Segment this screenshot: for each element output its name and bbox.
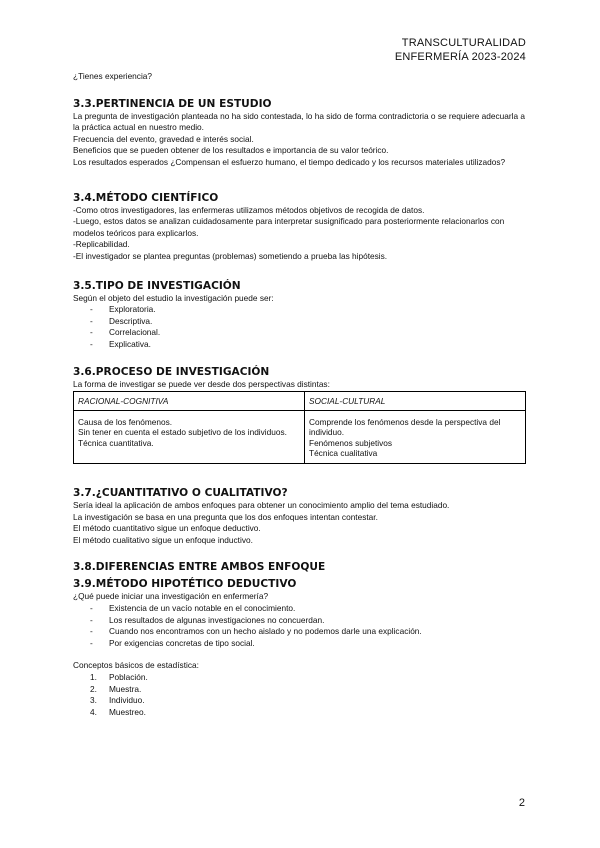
section-3-4-line: -El investigador se plantea preguntas (problemas) sometiendo a prueba las hipótesis. [73,250,388,261]
list-label: Muestra. [109,683,142,694]
statistics-concepts-title: Conceptos básicos de estadística: [73,660,199,671]
section-3-5-intro: Según el objeto del estudio la investigación puede ser: [73,292,274,303]
header-subtitle: ENFERMERÍA 2023-2024 [394,51,526,63]
list-item: - Existencia de un vacío notable en el conocimiento. [73,603,528,615]
list-item: - Descriptiva. [73,316,528,328]
cell-line: Comprende los fenómenos desde la perspectiva del individuo. [309,416,501,438]
list-number: 1. [90,672,97,682]
cell-line: Sin tener en cuenta el estado subjetivo de los individuos. [78,427,287,438]
list-number: 2. [90,683,97,694]
section-3-4-line: -Replicabilidad. [73,239,130,250]
section-3-4-line: -Como otros investigadores, las enfermeras utilizamos métodos objetivos de recogida de datos. [73,204,425,215]
list-label: Muestreo. [109,706,146,717]
table-cell-social [305,410,526,463]
table-cell-rational [74,410,305,463]
page-number: 2 [518,797,525,809]
list-number: 3. [90,695,97,706]
cell-line: Fenómenos subjetivos [309,437,393,448]
perspectives-table [73,391,526,464]
list-item [73,707,528,719]
cell-line: Causa de los fenómenos. [78,416,173,427]
page-content [73,71,528,718]
section-3-9-title: 3.9.MÉTODO HIPOTÉTICO DEDUCTIVO [73,578,297,591]
section-3-3-line: Frecuencia del evento, gravedad e interés social. [73,133,254,144]
list-item: - Por exigencias concretas de tipo social. [73,638,528,650]
cell-line: Técnica cuantitativa. [78,437,154,448]
list-item [73,695,528,707]
list-item: - Correlacional. [73,327,528,339]
section-3-3-line: La pregunta de investigación planteada no ha sido contestada, lo ha sido de forma contradictoria o se requiere adecuarla a la práctica actual en nuestro medio. [73,110,526,133]
section-3-6-intro: La forma de investigar se puede ver desde dos perspectivas distintas: [73,378,330,389]
list-number: 4. [90,706,97,717]
list-label: Individuo. [109,695,145,706]
table-header-social: SOCIAL-CULTURAL [305,392,526,411]
section-3-7-title: 3.7.¿CUANTITATIVO O CUALITATIVO? [73,487,288,500]
research-trigger-list [73,603,528,649]
statistics-concepts-list [73,672,528,718]
section-3-7-line: El método cualitativo sigue un enfoque inductivo. [73,534,253,545]
section-3-4-title: 3.4.MÉTODO CIENTÍFICO [73,191,219,204]
section-3-4-line: -Luego, estos datos se analizan cuidadosamente para interpretar susignificado para posteriormente relacionarlos con modelos teóricos para explicarlos. [73,216,505,238]
list-item: - Cuando nos encontramos con un hecho aislado y no podemos darle una explicación. [73,626,528,638]
list-label: Población. [109,672,148,682]
list-item [73,672,528,684]
list-item: - Explicativa. [73,339,528,351]
list-item [73,684,528,696]
table-header-rational: RACIONAL-COGNITIVA [74,392,305,411]
research-type-list [73,304,528,350]
section-3-3-title: 3.3.PERTINENCIA DE UN ESTUDIO [73,97,272,110]
section-3-7-line: El método cuantitativo sigue un enfoque deductivo. [73,523,261,534]
section-3-7-line: Sería ideal la aplicación de ambos enfoques para obtener un conocimiento amplio del tema estudiado. [73,500,450,511]
list-item: - Exploratoria. [73,304,528,316]
header-course: TRANSCULTURALIDAD [401,37,526,49]
intro-question: ¿Tienes experiencia? [73,71,153,81]
section-3-3-line: Beneficios que se pueden obtener de los resultados e importancia de su valor teórico. [73,145,389,156]
section-3-6-title: 3.6.PROCESO DE INVESTIGACIÓN [73,365,270,378]
section-3-9-question: ¿Qué puede iniciar una investigación en enfermería? [73,591,269,602]
section-3-7-line: La investigación se basa en una pregunta que los dos enfoques intentan contestar. [73,511,378,522]
list-item: - Los resultados de algunas investigaciones no concuerdan. [73,615,528,627]
section-3-5-title: 3.5.TIPO DE INVESTIGACIÓN [73,279,241,292]
cell-line: Técnica cualitativa [309,448,378,459]
section-3-8-title: 3.8.DIFERENCIAS ENTRE AMBOS ENFOQUE [73,561,326,574]
section-3-3-line: Los resultados esperados ¿Compensan el esfuerzo humano, el tiempo dedicado y los recursos materiales utilizados? [73,156,506,167]
page-header [395,36,526,64]
